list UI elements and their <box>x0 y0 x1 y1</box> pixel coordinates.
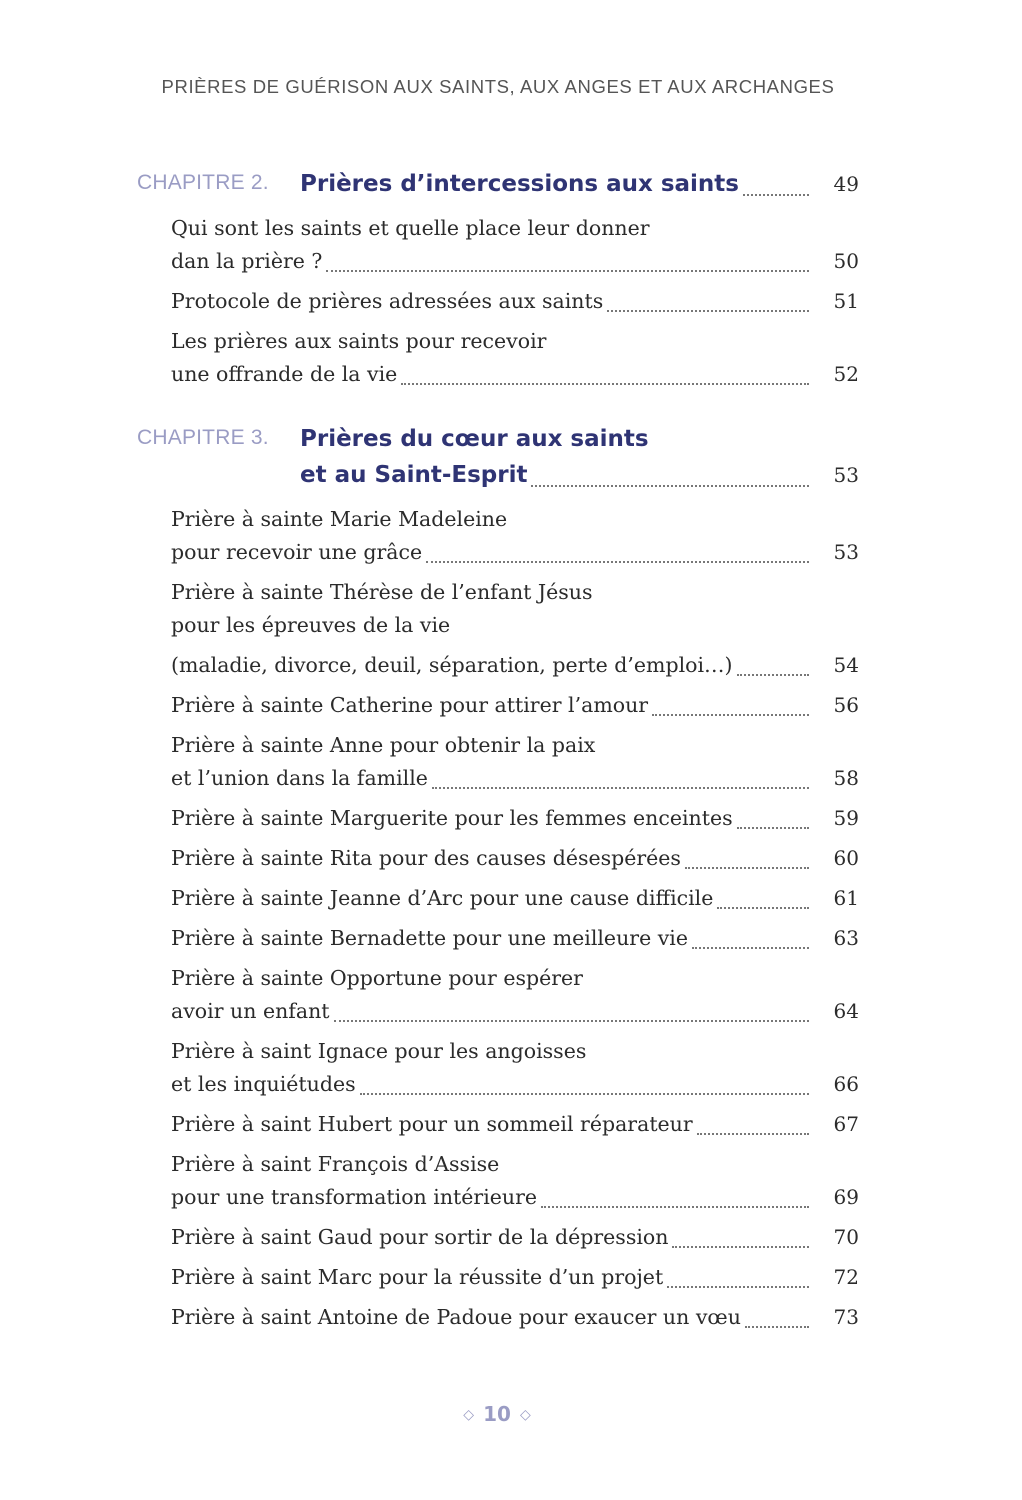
page-ref: 69 <box>833 1185 859 1209</box>
dot-leader <box>607 310 809 312</box>
dot-leader <box>334 1020 809 1022</box>
toc-entry[interactable] <box>171 576 859 682</box>
table-of-contents <box>0 166 1022 1334</box>
toc-entry-text: Prière à saint Hubert pour un sommeil réparateur <box>171 1112 693 1136</box>
page-ref: 66 <box>833 1072 859 1096</box>
page-ref: 52 <box>833 362 859 386</box>
page-ref: 50 <box>833 249 859 273</box>
dot-leader <box>743 194 809 196</box>
toc-entry-text: Prière à sainte Rita pour des causes désespérées <box>171 846 681 870</box>
toc-entry[interactable] <box>171 882 859 915</box>
toc-entry-text: et l’union dans la famille <box>171 766 428 790</box>
toc-entry-text: Prière à sainte Bernadette pour une meilleure vie <box>171 926 688 950</box>
page-ref: 60 <box>833 846 859 870</box>
toc-entry[interactable] <box>171 1035 859 1101</box>
dot-leader <box>541 1206 809 1208</box>
page-ref: 54 <box>833 653 859 677</box>
dot-leader <box>745 1326 809 1328</box>
chapter-label: CHAPITRE 3. <box>137 426 269 449</box>
page-ref: 72 <box>833 1265 859 1289</box>
chapter-label: CHAPITRE 2. <box>137 171 269 194</box>
toc-entry[interactable] <box>171 729 859 795</box>
toc-entry[interactable] <box>171 503 859 569</box>
toc-entry-text: Qui sont les saints et quelle place leur donner <box>171 216 650 240</box>
toc-entry-text: (maladie, divorce, deuil, séparation, perte d’emploi…) <box>171 653 733 677</box>
dot-leader <box>685 867 809 869</box>
dot-leader <box>432 787 809 789</box>
page-number: 10 <box>483 1402 511 1426</box>
page-ref: 70 <box>833 1225 859 1249</box>
toc-entry-text: Protocole de prières adressées aux saints <box>171 289 604 313</box>
toc-entry-text: pour recevoir une grâce <box>171 540 423 564</box>
toc-entry[interactable] <box>171 212 859 278</box>
page-ref: 56 <box>833 693 859 717</box>
dot-leader <box>667 1286 809 1288</box>
toc-entry[interactable] <box>171 325 859 391</box>
chapter-title <box>300 421 859 493</box>
dot-leader <box>692 947 809 949</box>
dot-leader <box>737 674 809 676</box>
dot-leader <box>737 827 809 829</box>
diamond-right-icon: ◇ <box>520 1407 531 1423</box>
toc-entry[interactable] <box>171 285 859 318</box>
toc-entry-text: une offrande de la vie <box>171 362 398 386</box>
toc-entry-text: et les inquiétudes <box>171 1072 356 1096</box>
toc-entry-text: Prière à sainte Marie Madeleine <box>171 507 508 531</box>
toc-entry[interactable] <box>171 689 859 722</box>
dot-leader <box>652 714 809 716</box>
page-ref: 73 <box>833 1305 859 1329</box>
dot-leader <box>531 485 809 487</box>
toc-entry-text: Prière à saint Marc pour la réussite d’un projet <box>171 1265 664 1289</box>
page-ref: 51 <box>833 289 859 313</box>
toc-entry[interactable] <box>171 842 859 875</box>
toc-entry[interactable] <box>171 1148 859 1214</box>
toc-entry[interactable] <box>171 1108 859 1141</box>
dot-leader <box>717 907 809 909</box>
toc-entry-text: Prière à sainte Opportune pour espérer <box>171 966 583 990</box>
toc-entry-text: Prière à sainte Marguerite pour les femmes enceintes <box>171 806 733 830</box>
chapter-title-line: Prières d’intercessions aux saints <box>300 171 739 197</box>
dot-leader <box>401 383 809 385</box>
toc-entry-text: pour les épreuves de la vie <box>171 613 451 637</box>
page-ref: 58 <box>833 766 859 790</box>
toc-entry-text: Prière à sainte Jeanne d’Arc pour une cause difficile <box>171 886 714 910</box>
running-head: PRIÈRES DE GUÉRISON AUX SAINTS, AUX ANGES ET AUX ARCHANGES <box>161 76 835 97</box>
toc-entry-text: avoir un enfant <box>171 999 330 1023</box>
dot-leader <box>326 270 809 272</box>
toc-entry-text: dan la prière ? <box>171 249 323 273</box>
page-ref: 64 <box>833 999 859 1023</box>
toc-entry-text: Prière à saint Antoine de Padoue pour exaucer un vœu <box>171 1305 741 1329</box>
page-ref: 49 <box>833 172 859 196</box>
page-footer <box>0 1402 994 1426</box>
page-ref: 59 <box>833 806 859 830</box>
dot-leader <box>426 561 809 563</box>
toc-entry[interactable] <box>171 1221 859 1254</box>
chapter-title-line: et au Saint-Esprit <box>300 462 528 488</box>
diamond-left-icon: ◇ <box>463 1407 474 1423</box>
page-ref: 53 <box>833 463 859 487</box>
page-ref: 63 <box>833 926 859 950</box>
toc-entry[interactable] <box>171 802 859 835</box>
toc-entry-text: Prière à saint Gaud pour sortir de la dépression <box>171 1225 669 1249</box>
page-ref: 67 <box>833 1112 859 1136</box>
dot-leader <box>697 1133 809 1135</box>
chapter-title <box>300 166 859 202</box>
toc-entry-text: Prière à sainte Catherine pour attirer l’amour <box>171 693 649 717</box>
page-ref: 53 <box>833 540 859 564</box>
toc-entry[interactable] <box>171 922 859 955</box>
toc-entry[interactable] <box>171 962 859 1028</box>
toc-entry-text: Les prières aux saints pour recevoir <box>171 329 547 353</box>
toc-entry-text: Prière à sainte Anne pour obtenir la paix <box>171 733 596 757</box>
dot-leader <box>360 1093 809 1095</box>
toc-entry-text: Prière à saint Ignace pour les angoisses <box>171 1039 587 1063</box>
toc-entry-text: Prière à saint François d’Assise <box>171 1152 500 1176</box>
toc-entry-text: Prière à sainte Thérèse de l’enfant Jésus <box>171 580 593 604</box>
toc-entry[interactable] <box>171 1301 859 1334</box>
toc-entry-text: pour une transformation intérieure <box>171 1185 538 1209</box>
chapter-heading[interactable] <box>137 166 859 202</box>
toc-entry[interactable] <box>171 1261 859 1294</box>
page-ref: 61 <box>833 886 859 910</box>
dot-leader <box>672 1246 809 1248</box>
chapter-heading[interactable] <box>137 421 859 493</box>
chapter-title-line: Prières du cœur aux saints <box>300 426 649 452</box>
